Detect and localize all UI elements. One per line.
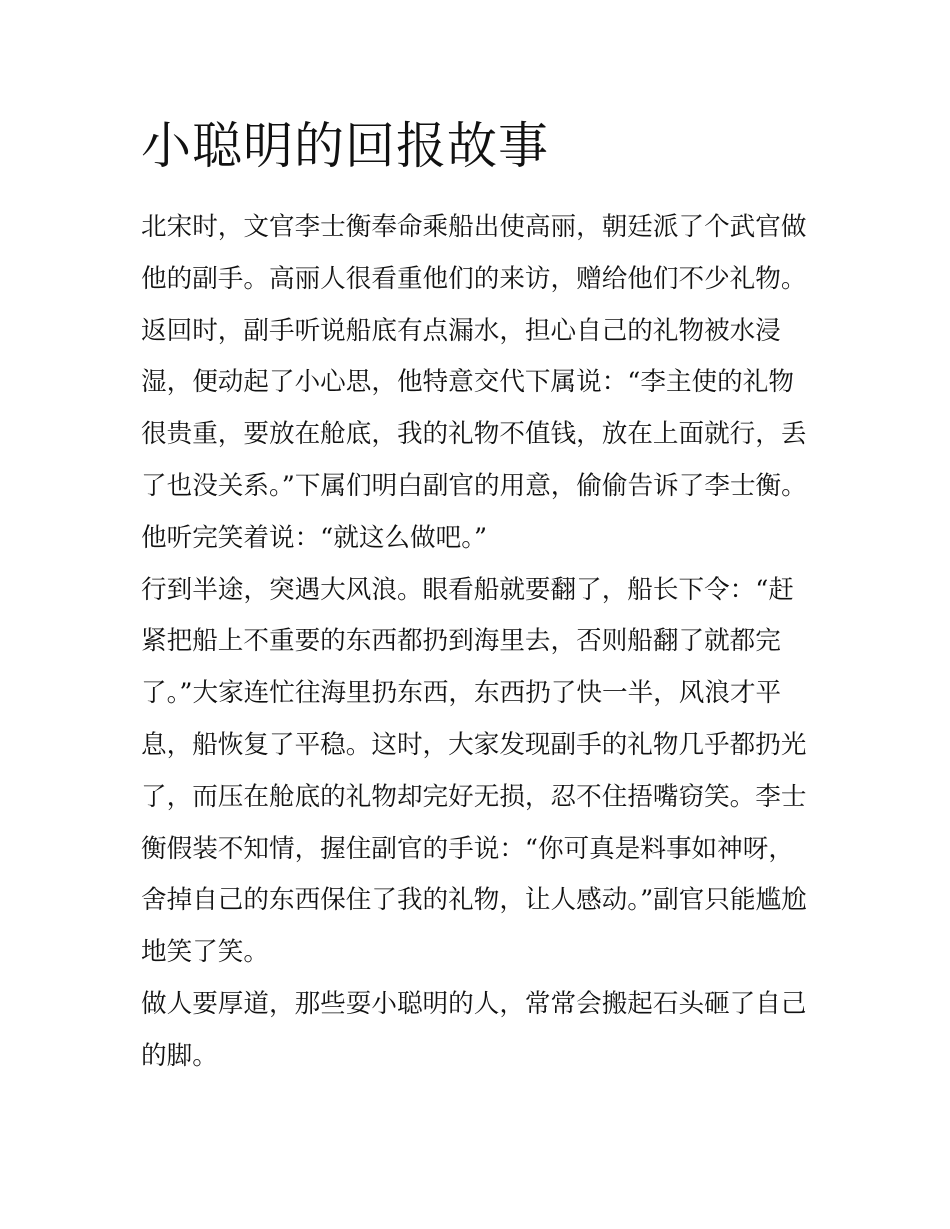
document-page [141, 112, 813, 1083]
paragraph-3: 做人要厚道，那些耍小聪明的人，常常会搬起石头砸了自己的脚。 [141, 988, 807, 1071]
paragraph-2: 行到半途，突遇大风浪。眼看船就要翻了，船长下令：“赶紧把船上不重要的东西都扔到海里去，否则船翻了就都完了。”大家连忙往海里扔东西，东西扔了快一半，风浪才平息，船恢复了平稳。这时，大家发现副手的礼物几乎都扔光了，而压在舱底的礼物却完好无损，忍不住捂嘴窃笑。李士衡假装不知情，握住副官的手说：“你可真是料事如神呀，舍掉自己的东西保住了我的礼物，让人感动。”副官只能尴尬地笑了笑。 [141, 574, 807, 968]
page-title: 小聪明的回报故事 [141, 117, 549, 175]
paragraph-1: 北宋时，文官李士衡奉命乘船出使高丽，朝廷派了个武官做他的副手。高丽人很看重他们的来访，赠给他们不少礼物。返回时，副手听说船底有点漏水，担心自己的礼物被水浸湿，便动起了小心思，他特意交代下属说：“李主使的礼物很贵重，要放在舱底，我的礼物不值钱，放在上面就行，丢了也没关系。”下属们明白副官的用意，偷偷告诉了李士衡。他听完笑着说：“就这么做吧。” [141, 212, 807, 553]
